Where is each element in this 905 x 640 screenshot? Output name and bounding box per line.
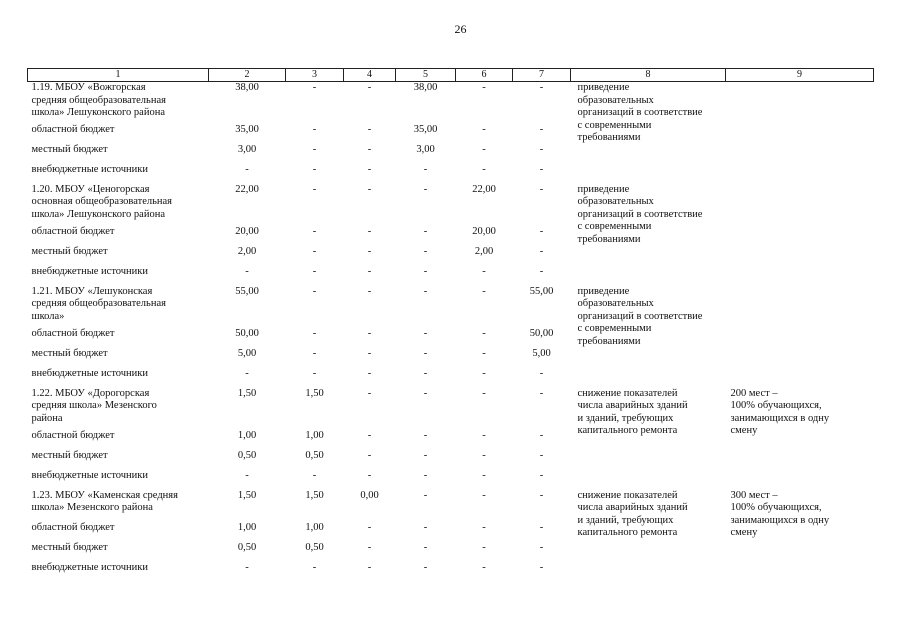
value-cell: 0,50 [305,449,324,461]
value-cell: - [482,265,486,277]
value-cell: 1,00 [237,521,257,533]
table-row [28,388,874,430]
column-header: 6 [456,69,513,82]
budget-source-label: областной бюджет [31,521,115,533]
value-cell: - [539,367,544,379]
value-cell: - [423,327,428,339]
value-cell: - [482,561,486,573]
column-header: 9 [726,69,874,82]
value-cell: 1,50 [305,387,324,399]
value-cell: 1,50 [237,489,257,501]
value-cell: 0,50 [237,449,257,461]
value-cell: - [482,449,486,461]
result-note: 300 мест – 100% обучающихся, занимающихся в одну смену [730,489,830,539]
value-cell: - [482,123,486,135]
table-body [28,82,874,582]
value-cell: - [312,82,317,93]
value-cell: - [423,541,428,553]
value-cell: - [423,347,428,359]
column-header: 5 [396,69,456,82]
value-cell: - [367,285,372,297]
value-cell: - [482,163,486,175]
value-cell: 50,00 [235,327,259,339]
value-cell: - [482,285,486,297]
value-cell: - [245,265,249,277]
value-cell: - [482,541,486,553]
value-cell: - [539,541,544,553]
value-cell: 0,50 [305,541,324,553]
value-cell: - [539,469,544,481]
budget-source-label: внебюджетные источники [31,265,149,277]
value-cell: - [312,163,317,175]
value-cell: - [312,143,317,155]
budget-source-label: внебюджетные источники [31,367,149,379]
value-cell: - [423,489,428,501]
page-number: 26 [454,22,467,36]
budget-source-label: местный бюджет [31,347,108,359]
value-cell: - [423,285,428,297]
result-note [726,184,874,286]
value-cell: 1,00 [237,429,257,441]
value-cell: - [245,561,249,573]
value-cell: - [482,327,486,339]
value-cell: - [367,163,372,175]
value-cell: - [312,265,317,277]
table-row [28,82,874,124]
result-note [726,82,874,184]
value-cell: 20,00 [472,225,496,237]
object-title: 1.23. МБОУ «Каменская средняя школа» Мезенского района [31,489,178,514]
value-cell: - [482,347,486,359]
value-cell: - [482,489,486,501]
budget-source-label: местный бюджет [31,449,108,461]
column-header: 8 [571,69,726,82]
value-cell: - [482,367,486,379]
budget-source-label: областной бюджет [31,429,115,441]
value-cell: - [423,469,428,481]
table-row [28,184,874,226]
budget-source-label: местный бюджет [31,245,108,257]
value-cell: - [367,245,372,257]
value-cell: - [245,469,249,481]
object-title: 1.22. МБОУ «Дорогорская средняя школа» Мезенского района [31,387,157,424]
value-cell: 55,00 [529,285,554,297]
value-cell: - [312,367,317,379]
value-cell: - [539,245,544,257]
value-cell: - [245,163,249,175]
value-cell: - [367,561,372,573]
value-cell: 3,00 [416,143,435,155]
value-cell: - [367,469,372,481]
purpose-note: снижение показателей числа аварийных зданий и зданий, требующих капитального ремонта [577,489,688,539]
purpose-note: снижение показателей числа аварийных зданий и зданий, требующих капитального ремонта [577,387,688,437]
value-cell: 50,00 [529,327,554,339]
object-title: 1.20. МБОУ «Ценогорская основная общеобразовательная школа» Лешуконского района [31,183,173,220]
budget-source-label: местный бюджет [31,143,108,155]
budget-source-label: внебюджетные источники [31,561,149,573]
value-cell: 35,00 [413,123,438,135]
value-cell: - [423,367,428,379]
value-cell: - [423,163,428,175]
value-cell: - [312,285,317,297]
budget-source-label: областной бюджет [31,123,115,135]
value-cell: - [367,143,372,155]
column-header: 4 [344,69,396,82]
value-cell: - [367,225,372,237]
result-note: 200 мест – 100% обучающихся, занимающихся в одну смену [730,387,830,437]
value-cell: - [423,387,428,399]
value-cell: - [539,143,544,155]
value-cell: - [367,541,372,553]
value-cell: - [312,123,317,135]
budget-source-label: внебюджетные источники [31,469,149,481]
budget-source-label: областной бюджет [31,327,115,339]
value-cell: 1,50 [305,489,324,501]
value-cell: 5,00 [237,347,257,359]
value-cell: - [482,469,486,481]
value-cell: 5,00 [532,347,551,359]
value-cell: 20,00 [235,225,259,237]
value-cell: - [423,521,428,533]
value-cell: - [482,521,486,533]
value-cell: - [312,469,317,481]
value-cell: - [482,143,486,155]
value-cell: - [482,82,486,93]
value-cell: 2,00 [474,245,494,257]
column-number-row [28,69,874,82]
value-cell: 38,00 [235,82,259,93]
value-cell: - [367,183,372,195]
value-cell: - [367,449,372,461]
purpose-note: приведение образовательных организаций в соответствие с современными требованиями [577,82,703,144]
value-cell: - [312,327,317,339]
value-cell: 0,50 [237,541,257,553]
value-cell: - [539,183,544,195]
value-cell: - [312,347,317,359]
value-cell: - [367,347,372,359]
value-cell: - [367,327,372,339]
value-cell: - [539,429,544,441]
value-cell: - [539,387,544,399]
value-cell: - [539,521,544,533]
value-cell: 3,00 [237,143,257,155]
value-cell: 38,00 [413,82,438,93]
budget-table [27,68,874,582]
value-cell: - [367,521,372,533]
value-cell: 2,00 [237,245,257,257]
value-cell: - [367,123,372,135]
value-cell: - [539,449,544,461]
value-cell: - [312,245,317,257]
table-row [28,286,874,328]
column-header: 2 [209,69,286,82]
value-cell: 22,00 [235,183,259,195]
value-cell: 1,00 [305,521,324,533]
value-cell: - [312,225,317,237]
value-cell: 1,50 [237,387,257,399]
value-cell: - [312,561,317,573]
value-cell: - [367,367,372,379]
purpose-note: приведение образовательных организаций в соответствие с современными требованиями [577,285,703,347]
value-cell: - [539,225,544,237]
value-cell: 1,00 [305,429,324,441]
budget-source-label: областной бюджет [31,225,115,237]
value-cell: - [423,265,428,277]
value-cell: 55,00 [235,285,259,297]
value-cell: - [367,429,372,441]
object-title: 1.19. МБОУ «Вожгорская средняя общеобразовательная школа» Лешуконского района [31,82,166,119]
purpose-note: приведение образовательных организаций в соответствие с современными требованиями [577,183,703,245]
value-cell: 22,00 [472,183,496,195]
object-title: 1.21. МБОУ «Лешуконская средняя общеобразовательная школа» [31,285,166,322]
column-header: 7 [513,69,571,82]
value-cell: - [245,367,249,379]
value-cell: - [539,489,544,501]
value-cell: - [423,561,428,573]
value-cell: - [423,449,428,461]
value-cell: - [482,387,486,399]
result-note [726,286,874,388]
column-header: 1 [28,69,209,82]
value-cell: 35,00 [235,123,259,135]
value-cell: - [423,225,428,237]
value-cell: - [423,245,428,257]
budget-source-label: местный бюджет [31,541,108,553]
budget-source-label: внебюджетные источники [31,163,149,175]
value-cell: - [539,265,544,277]
value-cell: - [367,265,372,277]
value-cell: - [423,429,428,441]
value-cell: - [312,183,317,195]
value-cell: - [539,163,544,175]
value-cell: 0,00 [360,489,379,501]
value-cell: - [367,82,372,93]
value-cell: - [539,123,544,135]
value-cell: - [423,183,428,195]
column-header: 3 [286,69,344,82]
value-cell: - [367,387,372,399]
value-cell: - [482,429,486,441]
table-row [28,490,874,522]
value-cell: - [539,561,544,573]
value-cell: - [539,82,544,93]
